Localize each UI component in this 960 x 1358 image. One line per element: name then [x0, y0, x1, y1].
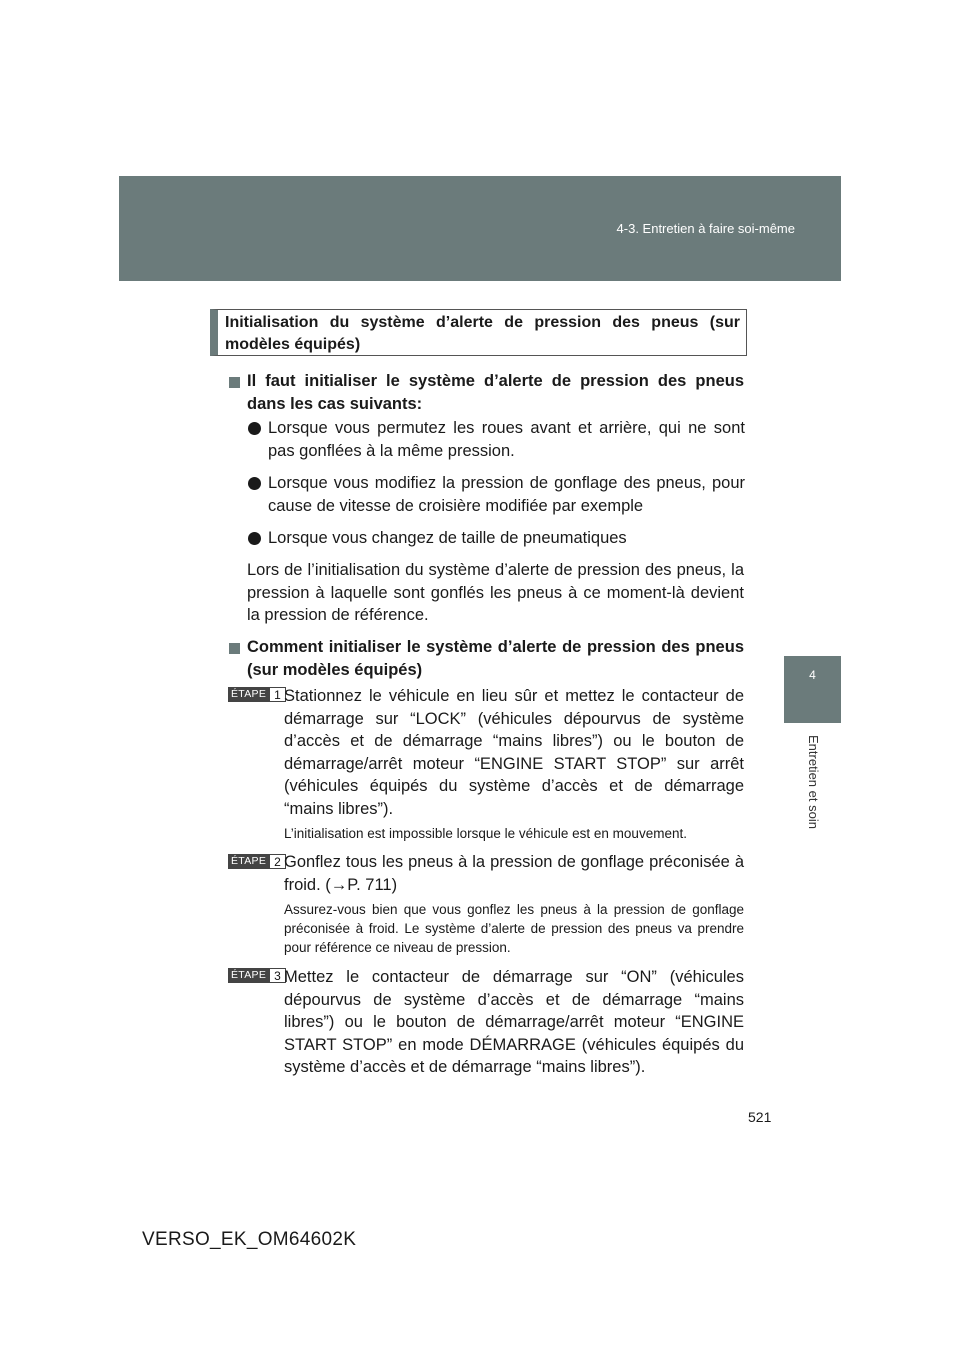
- section-heading: Il faut initialiser le système d’alerte de pression des pneus dans les cas suivants:: [247, 372, 744, 413]
- document-code: VERSO_EK_OM64602K: [142, 1229, 357, 1250]
- step-note: Assurez-vous bien que vous gonflez les pneus à la pression de gonflage préconisée à froid. Le système d’alerte de pression des pneus va prendre pour référence ce niveau de pression.: [284, 902, 744, 955]
- step-badge: [228, 968, 286, 983]
- step-text: Gonflez tous les pneus à la pression de gonflage préconisée à froid. (→P. 711): [284, 853, 744, 894]
- bullet-item: Lorsque vous permutez les roues avant et arrière, qui ne sont pas gonflées à la même pression.: [268, 419, 745, 460]
- step-number: 2: [269, 854, 286, 869]
- page-number: 521: [748, 1109, 772, 1125]
- section-marker-icon: [229, 377, 240, 388]
- step-label: ÉTAPE: [228, 968, 269, 983]
- section-heading: Comment initialiser le système d’alerte de pression des pneus (sur modèles équipés): [247, 638, 744, 679]
- step-text: Mettez le contacteur de démarrage sur “ON” (véhicules dépourvus de système d’accès et de démarrage “mains libres”) ou le bouton de démarrage/arrêt moteur “ENGINE START STOP” en mode DÉMARRAGE (véhicules équipés du système d’accès et de démarrage “mains libres”).: [284, 968, 744, 1076]
- step-note: L’initialisation est impossible lorsque le véhicule est en mouvement.: [284, 826, 687, 841]
- section-title-box: [210, 309, 747, 356]
- step-badge: [228, 687, 286, 702]
- page-header-band: [119, 176, 841, 281]
- step-text: Stationnez le véhicule en lieu sûr et mettez le contacteur de démarrage sur “LOCK” (véhicules dépourvus de système d’accès et de démarrage “mains libres”) ou le bouton de démarrage/arrêt moteur “ENGINE START STOP” sur arrêt (véhicules équipés du système d’accès et de démarrage “mains libres”).: [284, 687, 744, 818]
- bullet-icon: [248, 477, 261, 490]
- bullet-item: Lorsque vous modifiez la pression de gonflage des pneus, pour cause de vitesse de croisière modifiée par exemple: [268, 474, 745, 515]
- bullet-item: Lorsque vous changez de taille de pneumatiques: [268, 529, 627, 547]
- body-paragraph: Lors de l’initialisation du système d’alerte de pression des pneus, la pression à laquelle sont gonflés les pneus à ce moment-là devient la pression de référence.: [247, 561, 744, 624]
- step-label: ÉTAPE: [228, 687, 269, 702]
- header-section-title: 4-3. Entretien à faire soi-même: [616, 221, 795, 236]
- chapter-tab: [784, 656, 841, 723]
- section-title: Initialisation du système d’alerte de pression des pneus (sur modèles équipés): [225, 314, 740, 353]
- bullet-icon: [248, 422, 261, 435]
- step-number: 3: [269, 968, 286, 983]
- step-number: 1: [269, 687, 286, 702]
- bullet-icon: [248, 532, 261, 545]
- step-badge: [228, 854, 286, 869]
- step-label: ÉTAPE: [228, 854, 269, 869]
- chapter-number: 4: [809, 668, 816, 682]
- chapter-side-label-text: Entretien et soin: [806, 735, 821, 829]
- section-marker-icon: [229, 643, 240, 654]
